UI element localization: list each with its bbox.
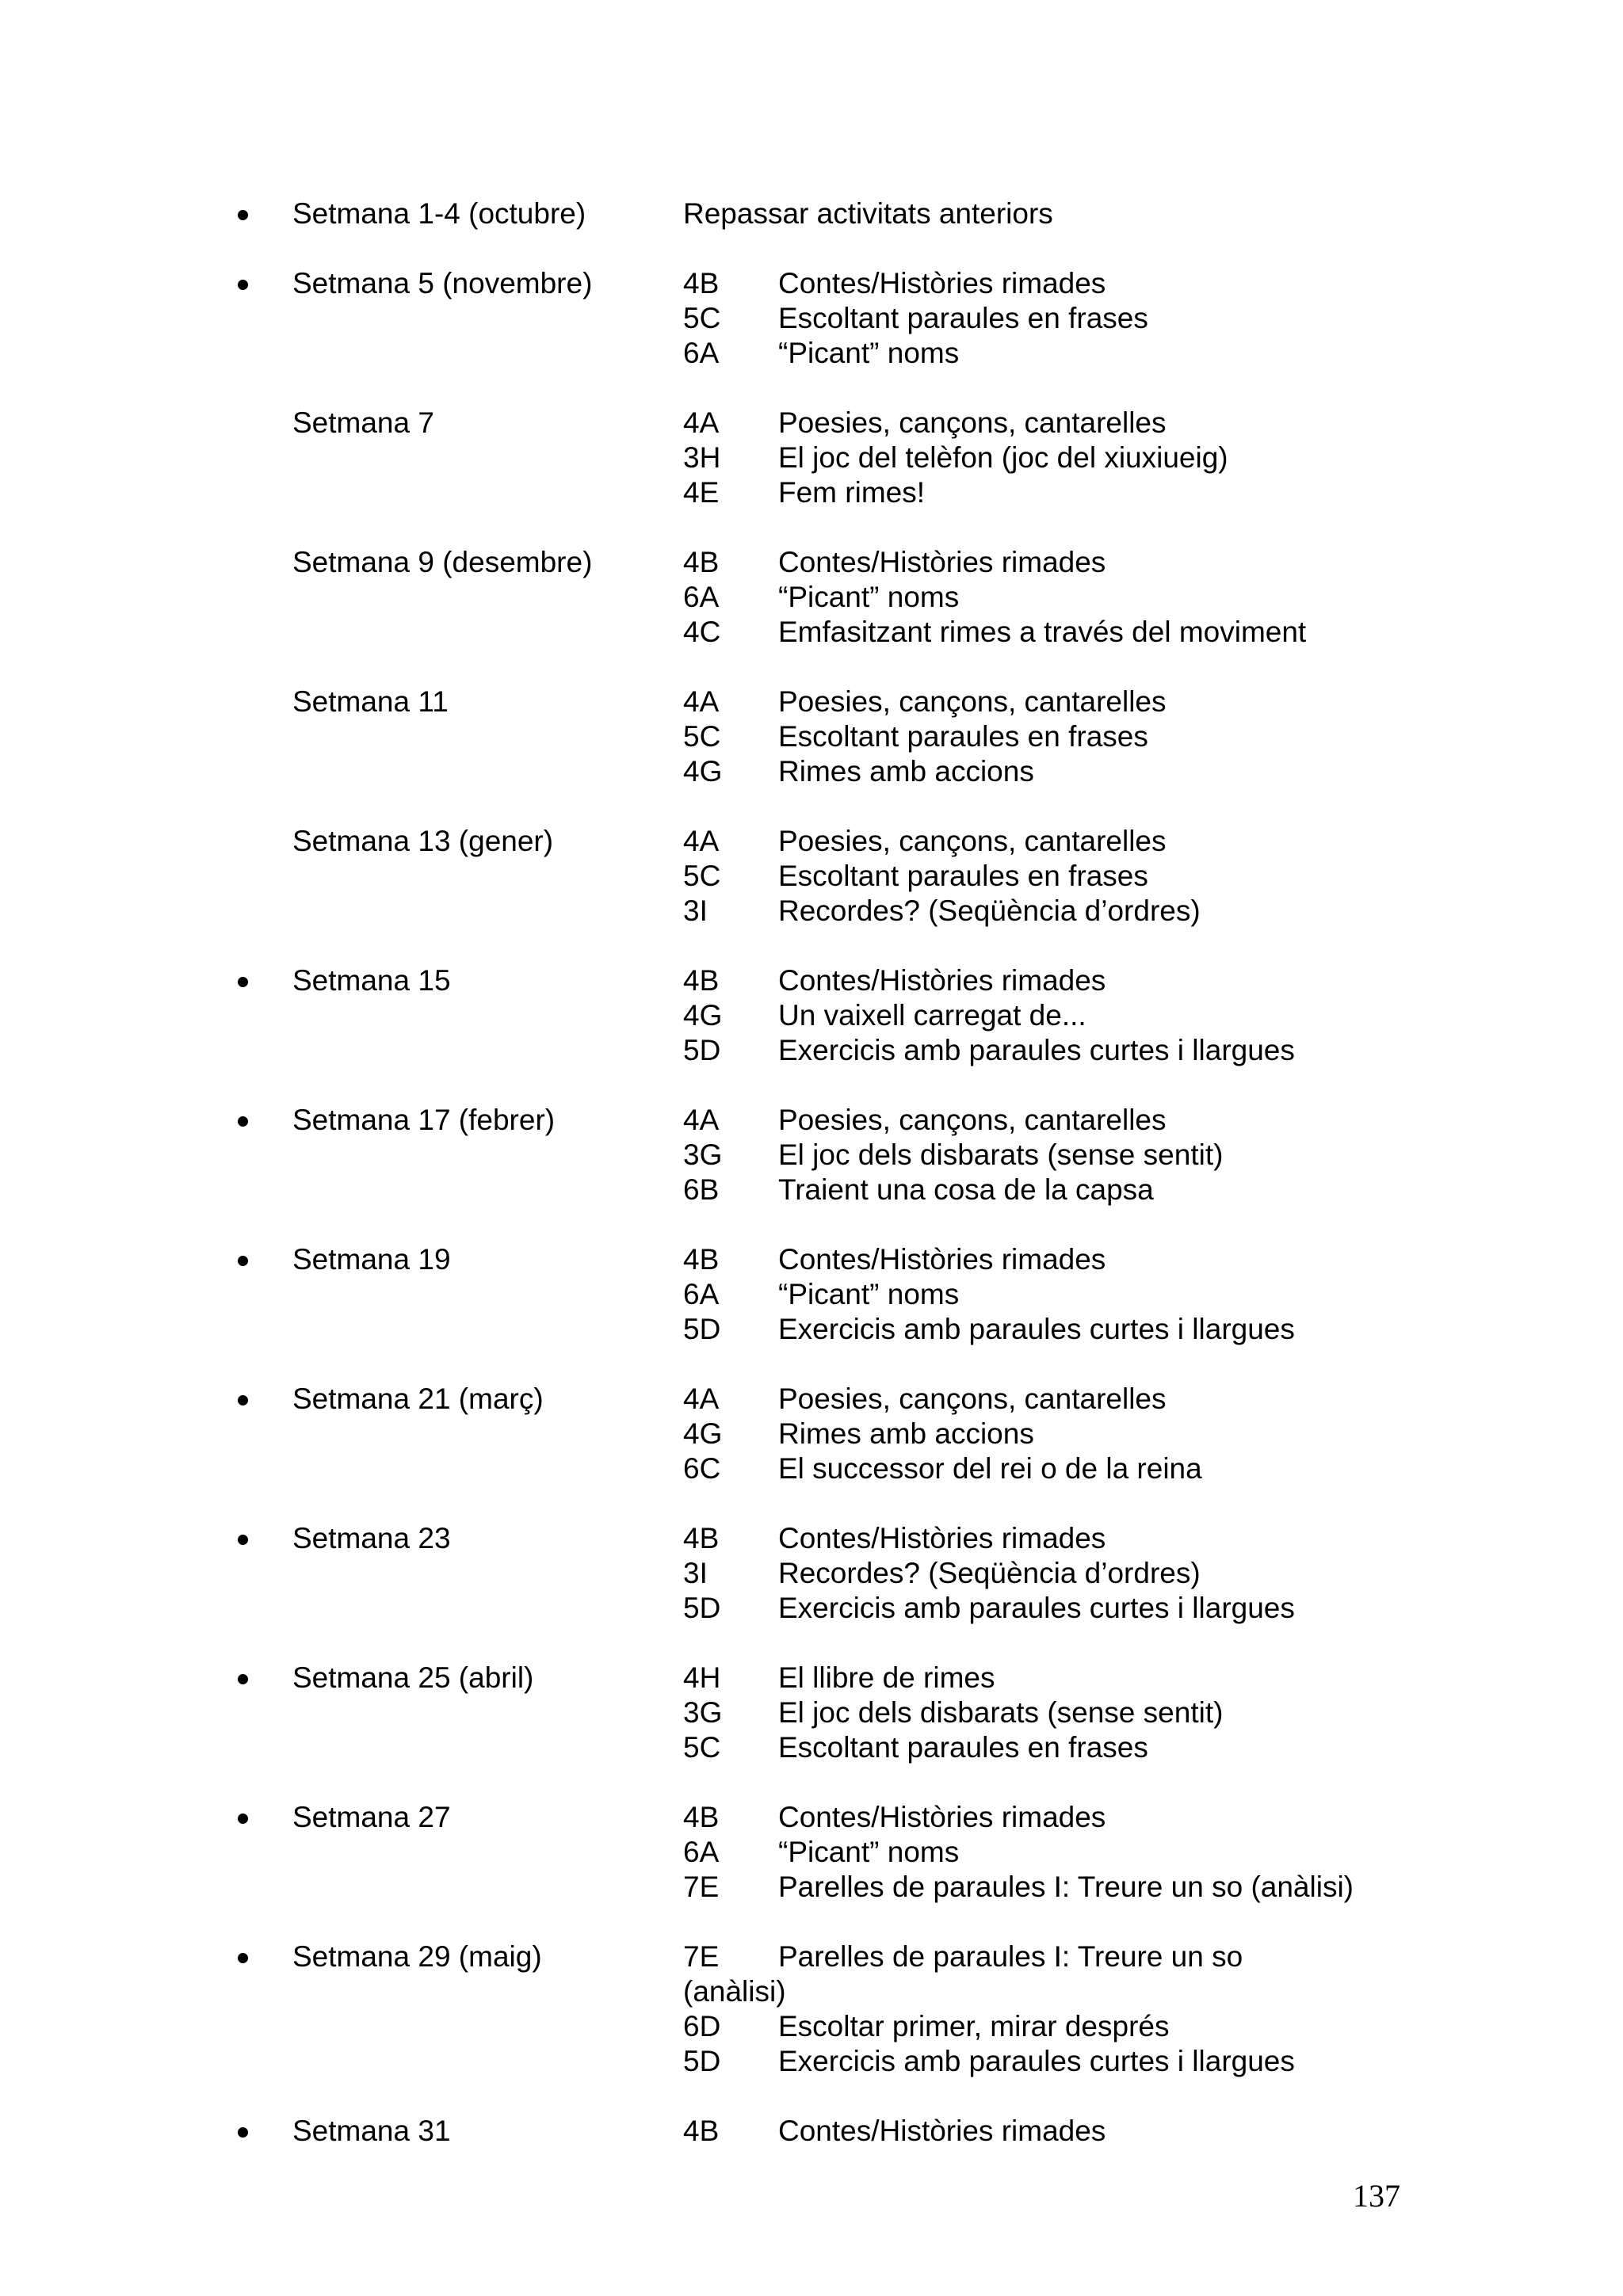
activity-code: 4A	[683, 406, 720, 439]
activity-code: 5D	[683, 1592, 721, 1624]
activity-code: 5D	[683, 2045, 721, 2077]
activity-description: Poesies, cançons, cantarelles	[778, 406, 1167, 439]
week-label: Setmana 17 (febrer)	[292, 1104, 556, 1136]
schedule-line	[0, 545, 1623, 580]
schedule-line	[0, 1521, 1623, 1556]
activity-code: 4B	[683, 1243, 720, 1276]
activity-description: Recordes? (Seqüència d’ordres)	[778, 894, 1201, 927]
schedule-line	[0, 1242, 1623, 1277]
week-label: Setmana 5 (novembre)	[292, 267, 593, 299]
activity-code: 5C	[683, 302, 721, 334]
activity-description: Escoltant paraules en frases	[778, 1731, 1148, 1764]
activity-code: 6B	[683, 1173, 720, 1206]
activity-description: Exercicis amb paraules curtes i llargues	[778, 1313, 1295, 1345]
schedule-line	[0, 1591, 1623, 1626]
activity-code: 4A	[683, 685, 720, 718]
schedule-line	[0, 1835, 1623, 1870]
activity-description: Parelles de paraules I: Treure un so	[778, 1940, 1243, 1973]
activity-code: 6C	[683, 1452, 721, 1485]
activity-description: Rimes amb accions	[778, 1417, 1034, 1450]
schedule-line	[0, 1730, 1623, 1765]
activity-code: 4B	[683, 1801, 720, 1833]
schedule-line	[0, 1312, 1623, 1347]
bullet-icon	[238, 1814, 248, 1824]
schedule-line	[0, 1661, 1623, 1695]
bullet-icon	[238, 1953, 248, 1963]
schedule-line	[0, 475, 1623, 510]
bullet-icon	[238, 2127, 248, 2138]
schedule-line	[0, 336, 1623, 371]
week-label: Setmana 27	[292, 1801, 451, 1833]
activity-description: Escoltant paraules en frases	[778, 860, 1148, 892]
activity-code: 4C	[683, 616, 721, 648]
activity-description: Exercicis amb paraules curtes i llargues	[778, 1034, 1295, 1066]
schedule-line	[0, 2114, 1623, 2149]
activity-description: Contes/Històries rimades	[778, 267, 1106, 299]
activity-description: Poesies, cançons, cantarelles	[778, 685, 1167, 718]
bullet-icon	[238, 1116, 248, 1127]
activity-code: 4B	[683, 964, 720, 997]
activity-code: 4G	[683, 999, 723, 1032]
activity-code: 4B	[683, 546, 720, 578]
bullet-icon	[238, 1395, 248, 1405]
activity-code: 6A	[683, 1836, 720, 1868]
activity-code: 4B	[683, 1522, 720, 1554]
bullet-icon	[238, 210, 248, 220]
activity-description: El joc dels disbarats (sense sentit)	[778, 1696, 1224, 1729]
activity-description: Exercicis amb paraules curtes i llargues	[778, 2045, 1295, 2077]
schedule-line	[0, 1382, 1623, 1417]
week-label: Setmana 13 (gener)	[292, 825, 554, 857]
activity-text: Repassar activitats anteriors	[683, 197, 1053, 230]
activity-description: Contes/Històries rimades	[778, 964, 1106, 997]
schedule-line	[0, 301, 1623, 336]
activity-code: 5D	[683, 1034, 721, 1066]
activity-code: 6A	[683, 337, 720, 369]
schedule-line	[0, 1556, 1623, 1591]
bullet-icon	[238, 1256, 248, 1266]
activity-code: 7E	[683, 1871, 720, 1903]
activity-description: El joc dels disbarats (sense sentit)	[778, 1138, 1224, 1171]
activity-code: 4H	[683, 1661, 721, 1694]
schedule-line	[0, 1277, 1623, 1312]
week-label: Setmana 9 (desembre)	[292, 546, 593, 578]
bullet-icon	[238, 280, 248, 290]
week-label: Setmana 1-4 (octubre)	[292, 197, 586, 230]
schedule-line	[0, 824, 1623, 859]
bullet-icon	[238, 1674, 248, 1684]
schedule-line	[0, 1173, 1623, 1207]
schedule-line	[0, 1800, 1623, 1835]
activity-code: 3G	[683, 1138, 723, 1171]
schedule-line	[0, 963, 1623, 998]
schedule-line	[0, 196, 1623, 231]
activity-code: 4A	[683, 825, 720, 857]
activity-description: Contes/Històries rimades	[778, 546, 1106, 578]
activity-description: Contes/Històries rimades	[778, 1801, 1106, 1833]
activity-code: 6A	[683, 581, 720, 613]
activity-description: Exercicis amb paraules curtes i llargues	[778, 1592, 1295, 1624]
schedule-line	[0, 1939, 1623, 1974]
week-label: Setmana 15	[292, 964, 451, 997]
activity-description: Emfasitzant rimes a través del moviment	[778, 616, 1307, 648]
schedule-line	[0, 998, 1623, 1033]
activity-description: Recordes? (Seqüència d’ordres)	[778, 1557, 1201, 1589]
activity-description: Fem rimes!	[778, 476, 925, 509]
schedule-line	[0, 441, 1623, 475]
schedule-line	[0, 859, 1623, 894]
activity-description: Escoltant paraules en frases	[778, 302, 1148, 334]
activity-code: 5C	[683, 1731, 721, 1764]
week-label: Setmana 25 (abril)	[292, 1661, 534, 1694]
schedule-line	[0, 580, 1623, 615]
schedule-line	[0, 266, 1623, 301]
activity-description: Contes/Històries rimades	[778, 1522, 1106, 1554]
activity-description: “Picant” noms	[778, 581, 960, 613]
activity-code: 3G	[683, 1696, 723, 1729]
activity-description: Poesies, cançons, cantarelles	[778, 1383, 1167, 1415]
week-label: Setmana 23	[292, 1522, 451, 1554]
activity-code: 4G	[683, 755, 723, 788]
activity-description: El llibre de rimes	[778, 1661, 995, 1694]
activity-description: El joc del telèfon (joc del xiuxiueig)	[778, 441, 1228, 474]
schedule-line	[0, 719, 1623, 754]
activity-code: 5C	[683, 720, 721, 753]
week-label: Setmana 19	[292, 1243, 451, 1276]
week-label: Setmana 29 (maig)	[292, 1940, 542, 1973]
schedule-line	[0, 1974, 1623, 2009]
activity-description: Parelles de paraules I: Treure un so (anàlisi)	[778, 1871, 1354, 1903]
activity-description: “Picant” noms	[778, 1278, 960, 1310]
week-label: Setmana 7	[292, 406, 434, 439]
week-label: Setmana 31	[292, 2115, 451, 2147]
activity-code: 4B	[683, 2115, 720, 2147]
week-label: Setmana 11	[292, 685, 449, 718]
schedule-line	[0, 1417, 1623, 1451]
activity-text: (anàlisi)	[683, 1975, 786, 2008]
activity-code: 4B	[683, 267, 720, 299]
schedule-line	[0, 2044, 1623, 2079]
activity-code: 4G	[683, 1417, 723, 1450]
activity-code: 7E	[683, 1940, 720, 1973]
activity-description: Poesies, cançons, cantarelles	[778, 1104, 1167, 1136]
schedule-line	[0, 1033, 1623, 1068]
activity-code: 4E	[683, 476, 720, 509]
schedule-line	[0, 406, 1623, 441]
bullet-icon	[238, 977, 248, 987]
activity-description: El successor del rei o de la reina	[778, 1452, 1202, 1485]
activity-code: 3H	[683, 441, 721, 474]
activity-code: 5C	[683, 860, 721, 892]
schedule-line	[0, 894, 1623, 929]
activity-code: 6A	[683, 1278, 720, 1310]
schedule-line	[0, 1695, 1623, 1730]
schedule-line	[0, 1103, 1623, 1138]
activity-description: Traient una cosa de la capsa	[778, 1173, 1154, 1206]
bullet-icon	[238, 1535, 248, 1545]
activity-description: Contes/Històries rimades	[778, 1243, 1106, 1276]
activity-code: 6D	[683, 2010, 721, 2042]
schedule-line	[0, 754, 1623, 789]
schedule-line	[0, 2009, 1623, 2044]
page-number: 137	[1353, 2178, 1400, 2214]
schedule-line	[0, 615, 1623, 650]
activity-code: 3I	[683, 894, 708, 927]
activity-description: “Picant” noms	[778, 1836, 960, 1868]
activity-description: Un vaixell carregat de...	[778, 999, 1086, 1032]
activity-description: Escoltar primer, mirar després	[778, 2010, 1170, 2042]
activity-code: 3I	[683, 1557, 708, 1589]
schedule-line	[0, 1138, 1623, 1173]
week-label: Setmana 21 (març)	[292, 1383, 544, 1415]
activity-code: 5D	[683, 1313, 721, 1345]
activity-description: Poesies, cançons, cantarelles	[778, 825, 1167, 857]
activity-description: “Picant” noms	[778, 337, 960, 369]
activity-description: Escoltant paraules en frases	[778, 720, 1148, 753]
activity-description: Rimes amb accions	[778, 755, 1034, 788]
schedule-line	[0, 685, 1623, 719]
schedule-line	[0, 1451, 1623, 1486]
schedule-line	[0, 1870, 1623, 1905]
activity-code: 4A	[683, 1383, 720, 1415]
activity-description: Contes/Històries rimades	[778, 2115, 1106, 2147]
activity-code: 4A	[683, 1104, 720, 1136]
